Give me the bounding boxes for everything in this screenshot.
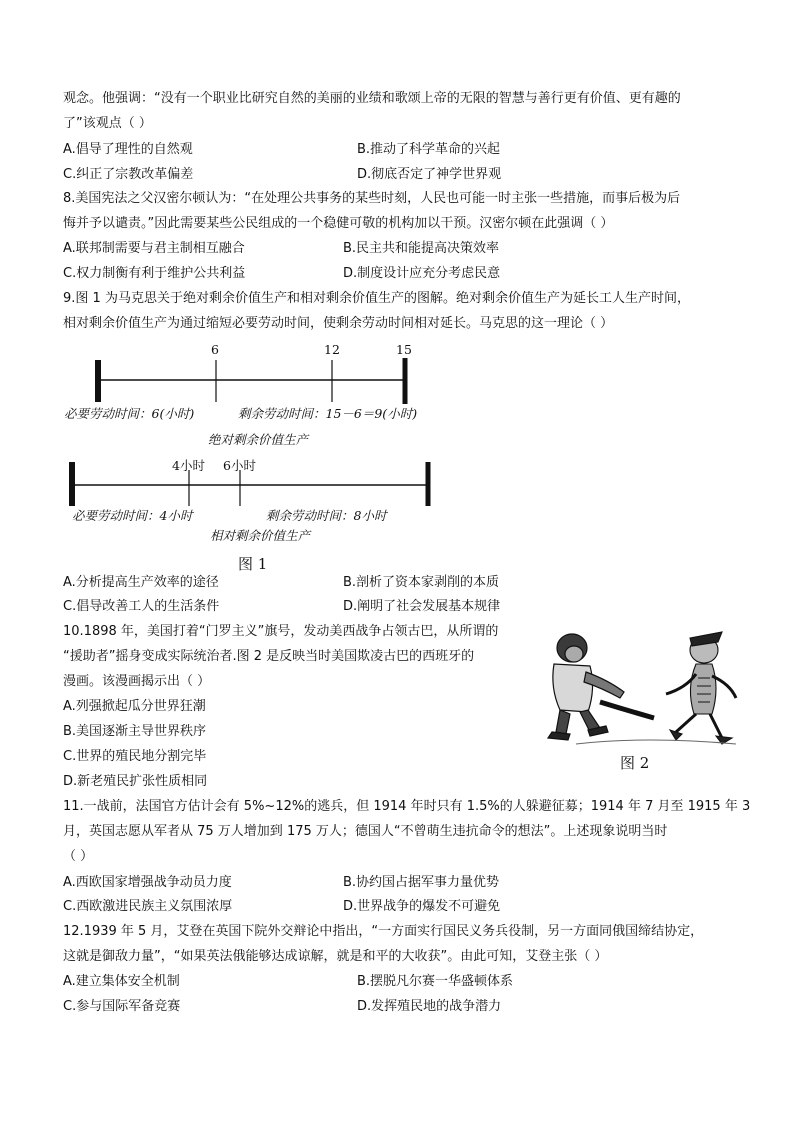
figure-2 [546,628,746,778]
q7-option-c[interactable]: C.纠正了宗教改革偏差 [63,167,194,182]
q11-stem-line3: （ ） [63,849,94,864]
q8-stem-line2: 悔并予以谴责。”因此需要某些公民组成的一个稳健可敬的机构加以干预。汉密尔顿在此强调（ ） [63,216,614,231]
q8-option-c[interactable]: C.权力制衡有利于维护公共利益 [63,266,246,281]
q11-stem-line2: 月，英国志愿从军者从 75 万人增加到 175 万人；德国人“不曾萌生违抗命令的想法”。上述现象说明当时 [63,824,668,839]
q7-option-a[interactable]: A.倡导了理性的自然观 [63,142,193,157]
bottom-title-relative: 相对剩余价值生产 [210,528,311,543]
q10-stem-line1: 10.1898 年，美国打着“门罗主义”旗号，发动美西战争占领古巴，从所谓的 [63,624,499,639]
q7-stem-line1: 观念。他强调：“没有一个职业比研究自然的美丽的业绩和歌颂上帝的无限的智慧与善行更有价值、更有趣的 [63,91,681,106]
top-tick-label-6: 6 [211,342,219,357]
q8-option-b[interactable]: B.民主共和能提高决策效率 [343,241,500,256]
q12-option-a[interactable]: A.建立集体安全机制 [63,974,180,989]
q9-option-c[interactable]: C.倡导改善工人的生活条件 [63,599,220,614]
q11-stem-line1: 11.一战前，法国官方估计会有 5%~12%的逃兵，但 1914 年时只有 1.5%的人躲避征募；1914 年 7 月至 1915 年 3 [63,799,751,814]
q8-stem-line1: 8.美国宪法之父汉密尔顿认为：“在处理公共事务的某些时刻，人民也可能一时主张一些措施，而事后极为后 [63,191,681,206]
top-tick-label-12: 12 [324,342,340,357]
figure-1-caption: 图 1 [238,555,268,573]
q9-option-d[interactable]: D.阐明了社会发展基本规律 [343,599,501,614]
bottom-surplus-labor-label: 剩余劳动时间：8小时 [266,508,387,523]
q12-option-d[interactable]: D.发挥殖民地的战争潜力 [357,999,502,1014]
top-tick-label-15: 15 [396,342,412,357]
q8-option-a[interactable]: A.联邦制需要与君主制相互融合 [63,241,245,256]
q7-option-d[interactable]: D.彻底否定了神学世界观 [357,167,502,182]
q11-option-a[interactable]: A.西欧国家增强战争动员力度 [63,875,232,890]
q7-option-b[interactable]: B.推动了科学革命的兴起 [357,142,501,157]
q11-option-c[interactable]: C.西欧激进民族主义氛围浓厚 [63,899,233,914]
q11-option-d[interactable]: D.世界战争的爆发不可避免 [343,899,501,914]
top-surplus-labor-label: 剩余劳动时间：15－6＝9(小时) [238,406,418,421]
q12-option-b[interactable]: B.摆脱凡尔赛一华盛顿体系 [357,974,514,989]
q7-stem-line2: 了”该观点（ ） [63,116,152,131]
cartoon-illustration [546,628,746,748]
q10-option-a[interactable]: A.列强掀起瓜分世界狂潮 [63,699,206,714]
figure-2-caption: 图 2 [620,754,650,772]
q10-stem-line3: 漫画。该漫画揭示出（ ） [63,674,211,689]
top-necessary-labor-label: 必要劳动时间：6(小时) [64,406,195,421]
q10-stem-line2: “援助者”摇身变成实际统治者.图 2 是反映当时美国欺凌古巴的西班牙的 [63,649,475,664]
q12-stem-line1: 12.1939 年 5 月，艾登在英国下院外交辩论中指出，“一方面实行国民义务兵役制，另一方面同俄国缔结协定， [63,924,704,939]
bottom-necessary-labor-label: 必要劳动时间：4小时 [72,508,193,523]
q10-option-d[interactable]: D.新老殖民扩张性质相同 [63,774,208,789]
q12-stem-line2: 这就是御敌力量”，“如果英法俄能够达成谅解，就是和平的大收获”。由此可知，艾登主张（ ） [63,949,608,964]
top-title-absolute: 绝对剩余价值生产 [208,432,309,447]
figure-1 [60,342,460,572]
q10-option-b[interactable]: B.美国逐渐主导世界秩序 [63,724,207,739]
q8-option-d[interactable]: D.制度设计应充分考虑民意 [343,266,501,281]
q9-stem-line1: 9.图 1 为马克思关于绝对剩余价值生产和相对剩余价值生产的图解。绝对剩余价值生产为延长工人生产时间， [63,291,690,306]
bottom-tick-label-6h: 6小时 [223,458,256,473]
q9-option-b[interactable]: B.剖析了资本家剥削的本质 [343,575,500,590]
q9-stem-line2: 相对剩余价值生产为通过缩短必要劳动时间，使剩余劳动时间相对延长。马克思的这一理论（ ） [63,316,614,331]
q12-option-c[interactable]: C.参与国际军备竞赛 [63,999,181,1014]
q9-option-a[interactable]: A.分析提高生产效率的途径 [63,575,219,590]
q10-option-c[interactable]: C.世界的殖民地分割完毕 [63,749,207,764]
q11-option-b[interactable]: B.协约国占据军事力量优势 [343,875,500,890]
bottom-tick-label-4h: 4小时 [172,458,205,473]
